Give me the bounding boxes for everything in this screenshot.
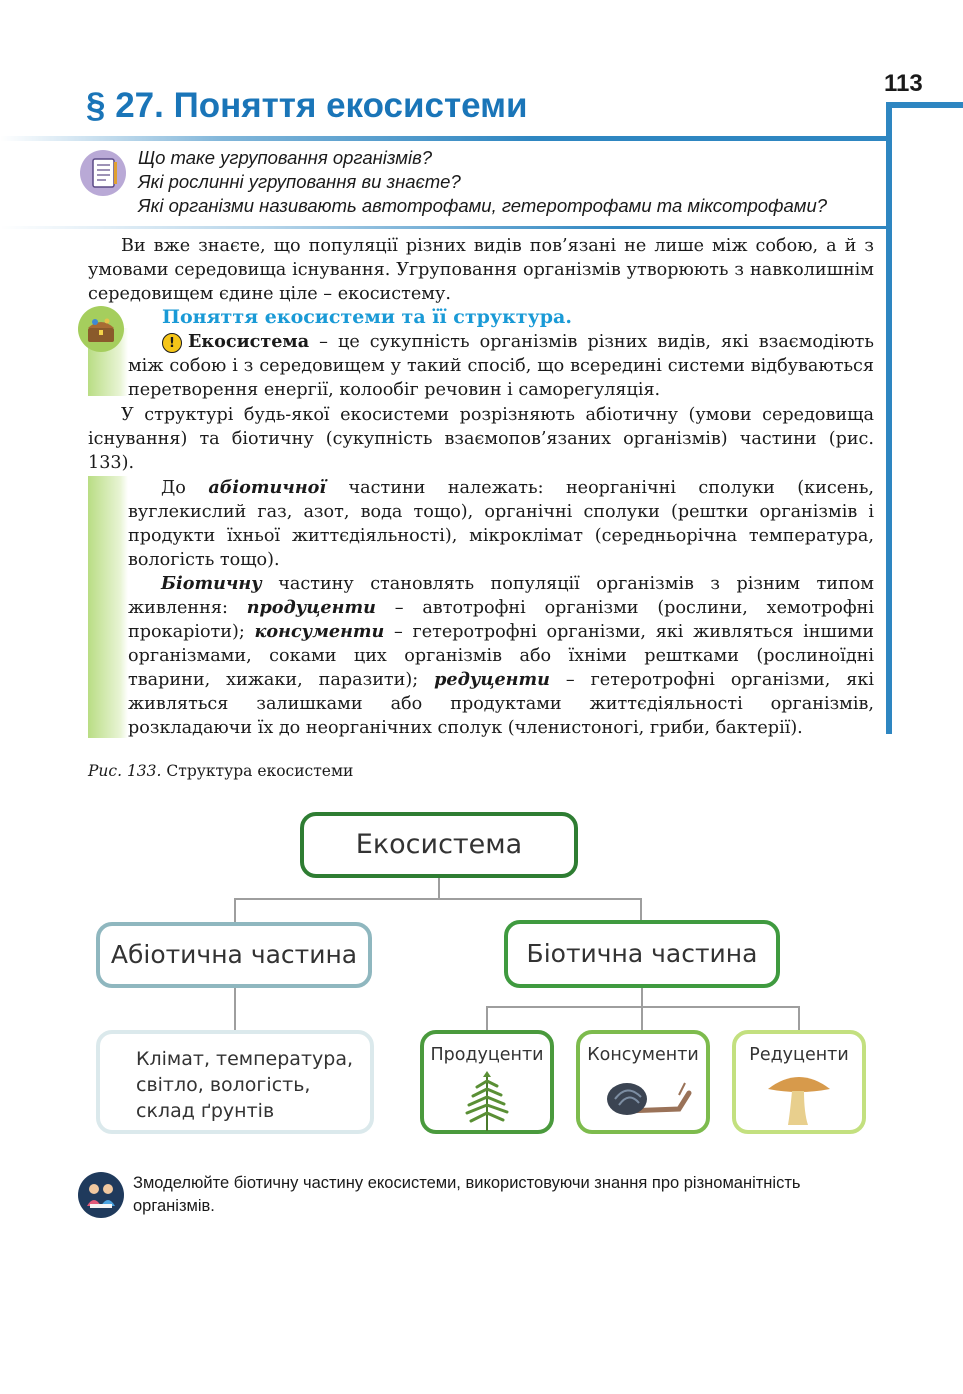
reducers-label: Редуценти	[749, 1045, 849, 1065]
students-icon	[78, 1172, 124, 1218]
treasure-chest-icon	[78, 306, 124, 352]
biotic-node: Біотична частина	[504, 920, 780, 988]
connector-line	[486, 1006, 800, 1008]
title-rule	[0, 136, 890, 141]
definition-paragraph	[128, 330, 874, 402]
connector-line	[640, 898, 642, 920]
page-number: 113	[884, 70, 923, 97]
abiotic-node: Абіотична частина	[96, 922, 372, 988]
question: Що таке угруповання організмів?	[138, 147, 433, 168]
notebook-icon	[80, 150, 126, 196]
mushroom-icon	[764, 1069, 834, 1127]
connector-line	[641, 988, 643, 1008]
corner-rule	[886, 102, 963, 108]
exclamation-icon: !	[162, 333, 182, 353]
abiotic-item: склад ґрунтів	[136, 1100, 275, 1122]
questions-rule	[0, 226, 890, 229]
section-title: Поняття екосистеми та її структура.	[162, 306, 572, 328]
producers-label: Продуценти	[430, 1045, 544, 1065]
page-title: § 27. Поняття екосистеми	[86, 86, 528, 125]
connector-line	[234, 988, 236, 1030]
consumers-label: Консументи	[587, 1045, 699, 1065]
consumers-node	[576, 1030, 710, 1134]
question: Які рослинні угруповання ви знаєте?	[138, 171, 461, 192]
abiotic-item: світло, вологість,	[136, 1074, 311, 1096]
biotic-paragraph: Біотичну частину становлять популяції організмів з різним типом живлення: продуценти – автотрофні організми (рослини, хемотрофні прокаріоти); консументи – гетеротрофні організми, які живляться іншими організмами, соками цих організмів або їхніми рештками (рослиноїдні тварини, хижаки, паразити); редуценти – гетеротрофні організми, які живляться залишками або продуктами життєдіяльності організмів, розкладаючи їх до неорганічних сполук (членистоногі, гриби, бактерії).	[128, 573, 874, 738]
snail-icon	[593, 1069, 693, 1123]
consumers-term: консументи	[254, 621, 385, 642]
connector-line	[438, 878, 440, 900]
abiotic-item: Клімат, температура,	[136, 1048, 353, 1070]
task-text: Змоделюйте біотичну частину екосистеми, використовуючи знання про різноманітність організмів.	[133, 1174, 801, 1215]
abiotic-term: абіотичної	[208, 477, 327, 498]
producers-node	[420, 1030, 554, 1134]
connector-line	[641, 1006, 643, 1030]
question: Які організми називають автотрофами, гетеротрофами та міксотрофами?	[138, 195, 828, 216]
side-bar	[88, 476, 128, 738]
connector-line	[234, 898, 236, 922]
figure-caption: Рис. 133. Структура екосистеми	[88, 762, 354, 780]
questions-list	[138, 146, 827, 218]
reducers-term: редуценти	[434, 669, 550, 690]
reducers-node	[732, 1030, 866, 1134]
intro-paragraph: Ви вже знаєте, що популяції різних видів пов’язані не лише між собою, а й з умовами середовища існування. Угруповання організмів утворюють з навколишнім середовищем єдине ціле – екосистему.	[88, 236, 874, 304]
margin-rule	[886, 102, 892, 734]
connector-line	[798, 1006, 800, 1030]
abiotic-paragraph: До абіотичної частини належать: неорганічні сполуки (кисень, вуглекислий газ, азот, вода тощо), органічні сполуки (рештки організмів і продукти їхньої життєдіяльності), мікроклімат (середньорічна температура, вологість тощо).	[128, 477, 874, 570]
ecosystem-node: Екосистема	[300, 812, 578, 878]
connector-line	[234, 898, 642, 900]
connector-line	[486, 1006, 488, 1030]
producers-term: продуценти	[246, 597, 376, 618]
biotic-term: Біотичну	[161, 573, 262, 594]
definition-term: Екосистема	[188, 331, 310, 352]
plant-icon	[457, 1069, 517, 1133]
structure-paragraph: У структурі будь-якої екосистеми розрізняють абіотичну (умови середовища існування) та біотичну (сукупність взаємопов’язаних організмів) частини (рис. 133).	[88, 405, 874, 473]
definition-text: – це сукупність організмів різних видів, які взаємодіють між собою і з середовищем у такий спосіб, що всередині системи відбуваються перетворення енергії, колообіг речовин і саморегуляція.	[128, 332, 874, 400]
abiotic-items-node	[96, 1030, 374, 1134]
